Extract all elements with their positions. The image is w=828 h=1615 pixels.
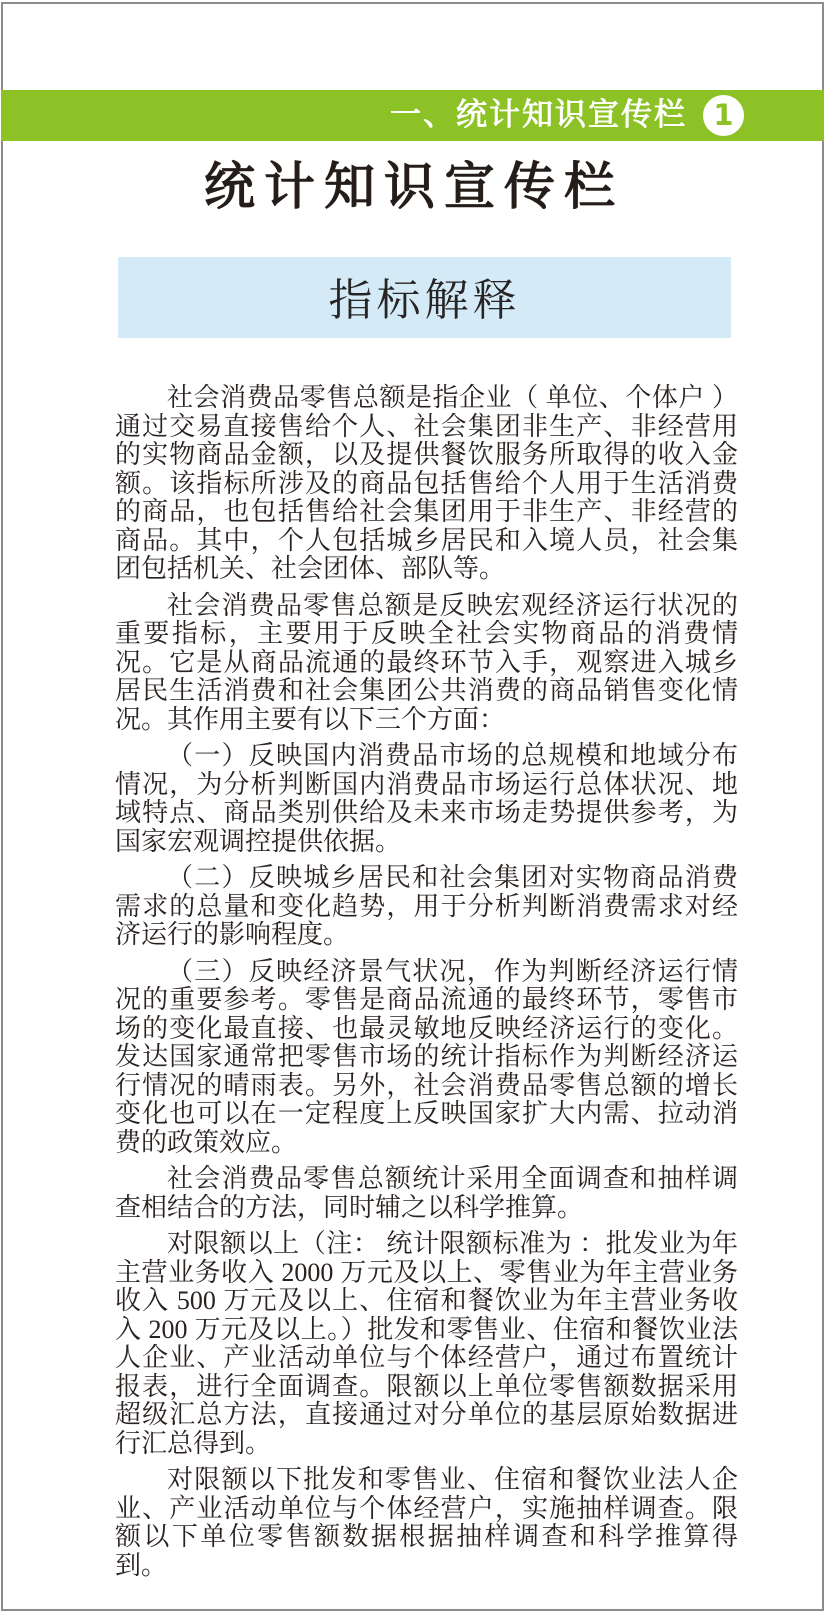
section-title: 指标解释 [328, 275, 521, 325]
paragraph: 社会消费品零售总额是反映宏观经济运行状况的重要指标，主要用于反映全社会实物商品的消费情况。它是从商品流通的最终环节入手，观察进入城乡居民生活消费和社会集团公共消费的商品销售变化情况。其作用主要有以下三个方面： [115, 590, 738, 734]
page-number-badge: 1 [703, 95, 744, 136]
paragraph: 社会消费品零售总额统计采用全面调查和抽样调查相结合的方法，同时辅之以科学推算。 [115, 1164, 738, 1222]
paragraph: 社会消费品零售总额是指企业（ 单位、个体户 ） 通过交易直接售给个人、社会集团非生产、非经营用的实物商品金额，以及提供餐饮服务所取得的收入金额。该指标所涉及的商品包括售给个人用于生活消费的商品，也包括售给社会集团用于非生产、非经营的商品。其中，个人包括城乡居民和入境人员，社会集团包括机关、社会团体、部队等。 [115, 383, 738, 583]
page-title: 统计知识宣传栏 [203, 158, 624, 217]
paragraph: 对限额以上（注： 统计限额标准为 ：批发业为年主营业务收入 2000 万元及以上、零售业为年主营业务收入 500 万元及以上、住宿和餐饮业为年主营业务收入 200 万元及以上。）批发和零售业、住宿和餐饮业法人企业、产业活动单位与个体经营户，通过布置统计报表，进行全面调查。限额以上单位零售额数据采用超级汇总方法，直接通过对分单位的基层原始数据进行汇总得到。 [115, 1229, 738, 1458]
header-section-label: 一、统计知识宣传栏 [390, 97, 687, 133]
header-bar [1, 90, 824, 141]
paragraph: （一）反映国内消费品市场的总规模和地域分布情况，为分析判断国内消费品市场运行总体状况、地域特点、商品类别供给及未来市场走势提供参考，为国家宏观调控提供依据。 [115, 741, 738, 856]
section-title-box [118, 257, 731, 338]
paragraph: 对限额以下批发和零售业、住宿和餐饮业法人企业、产业活动单位与个体经营户，实施抽样调查。限额以下单位零售额数据根据抽样调查和科学推算得到。 [115, 1465, 738, 1580]
paragraph: （二）反映城乡居民和社会集团对实物商品消费需求的总量和变化趋势，用于分析判断消费需求对经济运行的影响程度。 [115, 863, 738, 949]
content-area [115, 384, 738, 1588]
paragraph: （三）反映经济景气状况，作为判断经济运行情况的重要参考。零售是商品流通的最终环节，零售市场的变化最直接、也最灵敏地反映经济运行的变化。发达国家通常把零售市场的统计指标作为判断经济运行情况的晴雨表。另外，社会消费品零售总额的增长变化也可以在一定程度上反映国家扩大内需、拉动消费的政策效应。 [115, 956, 738, 1157]
